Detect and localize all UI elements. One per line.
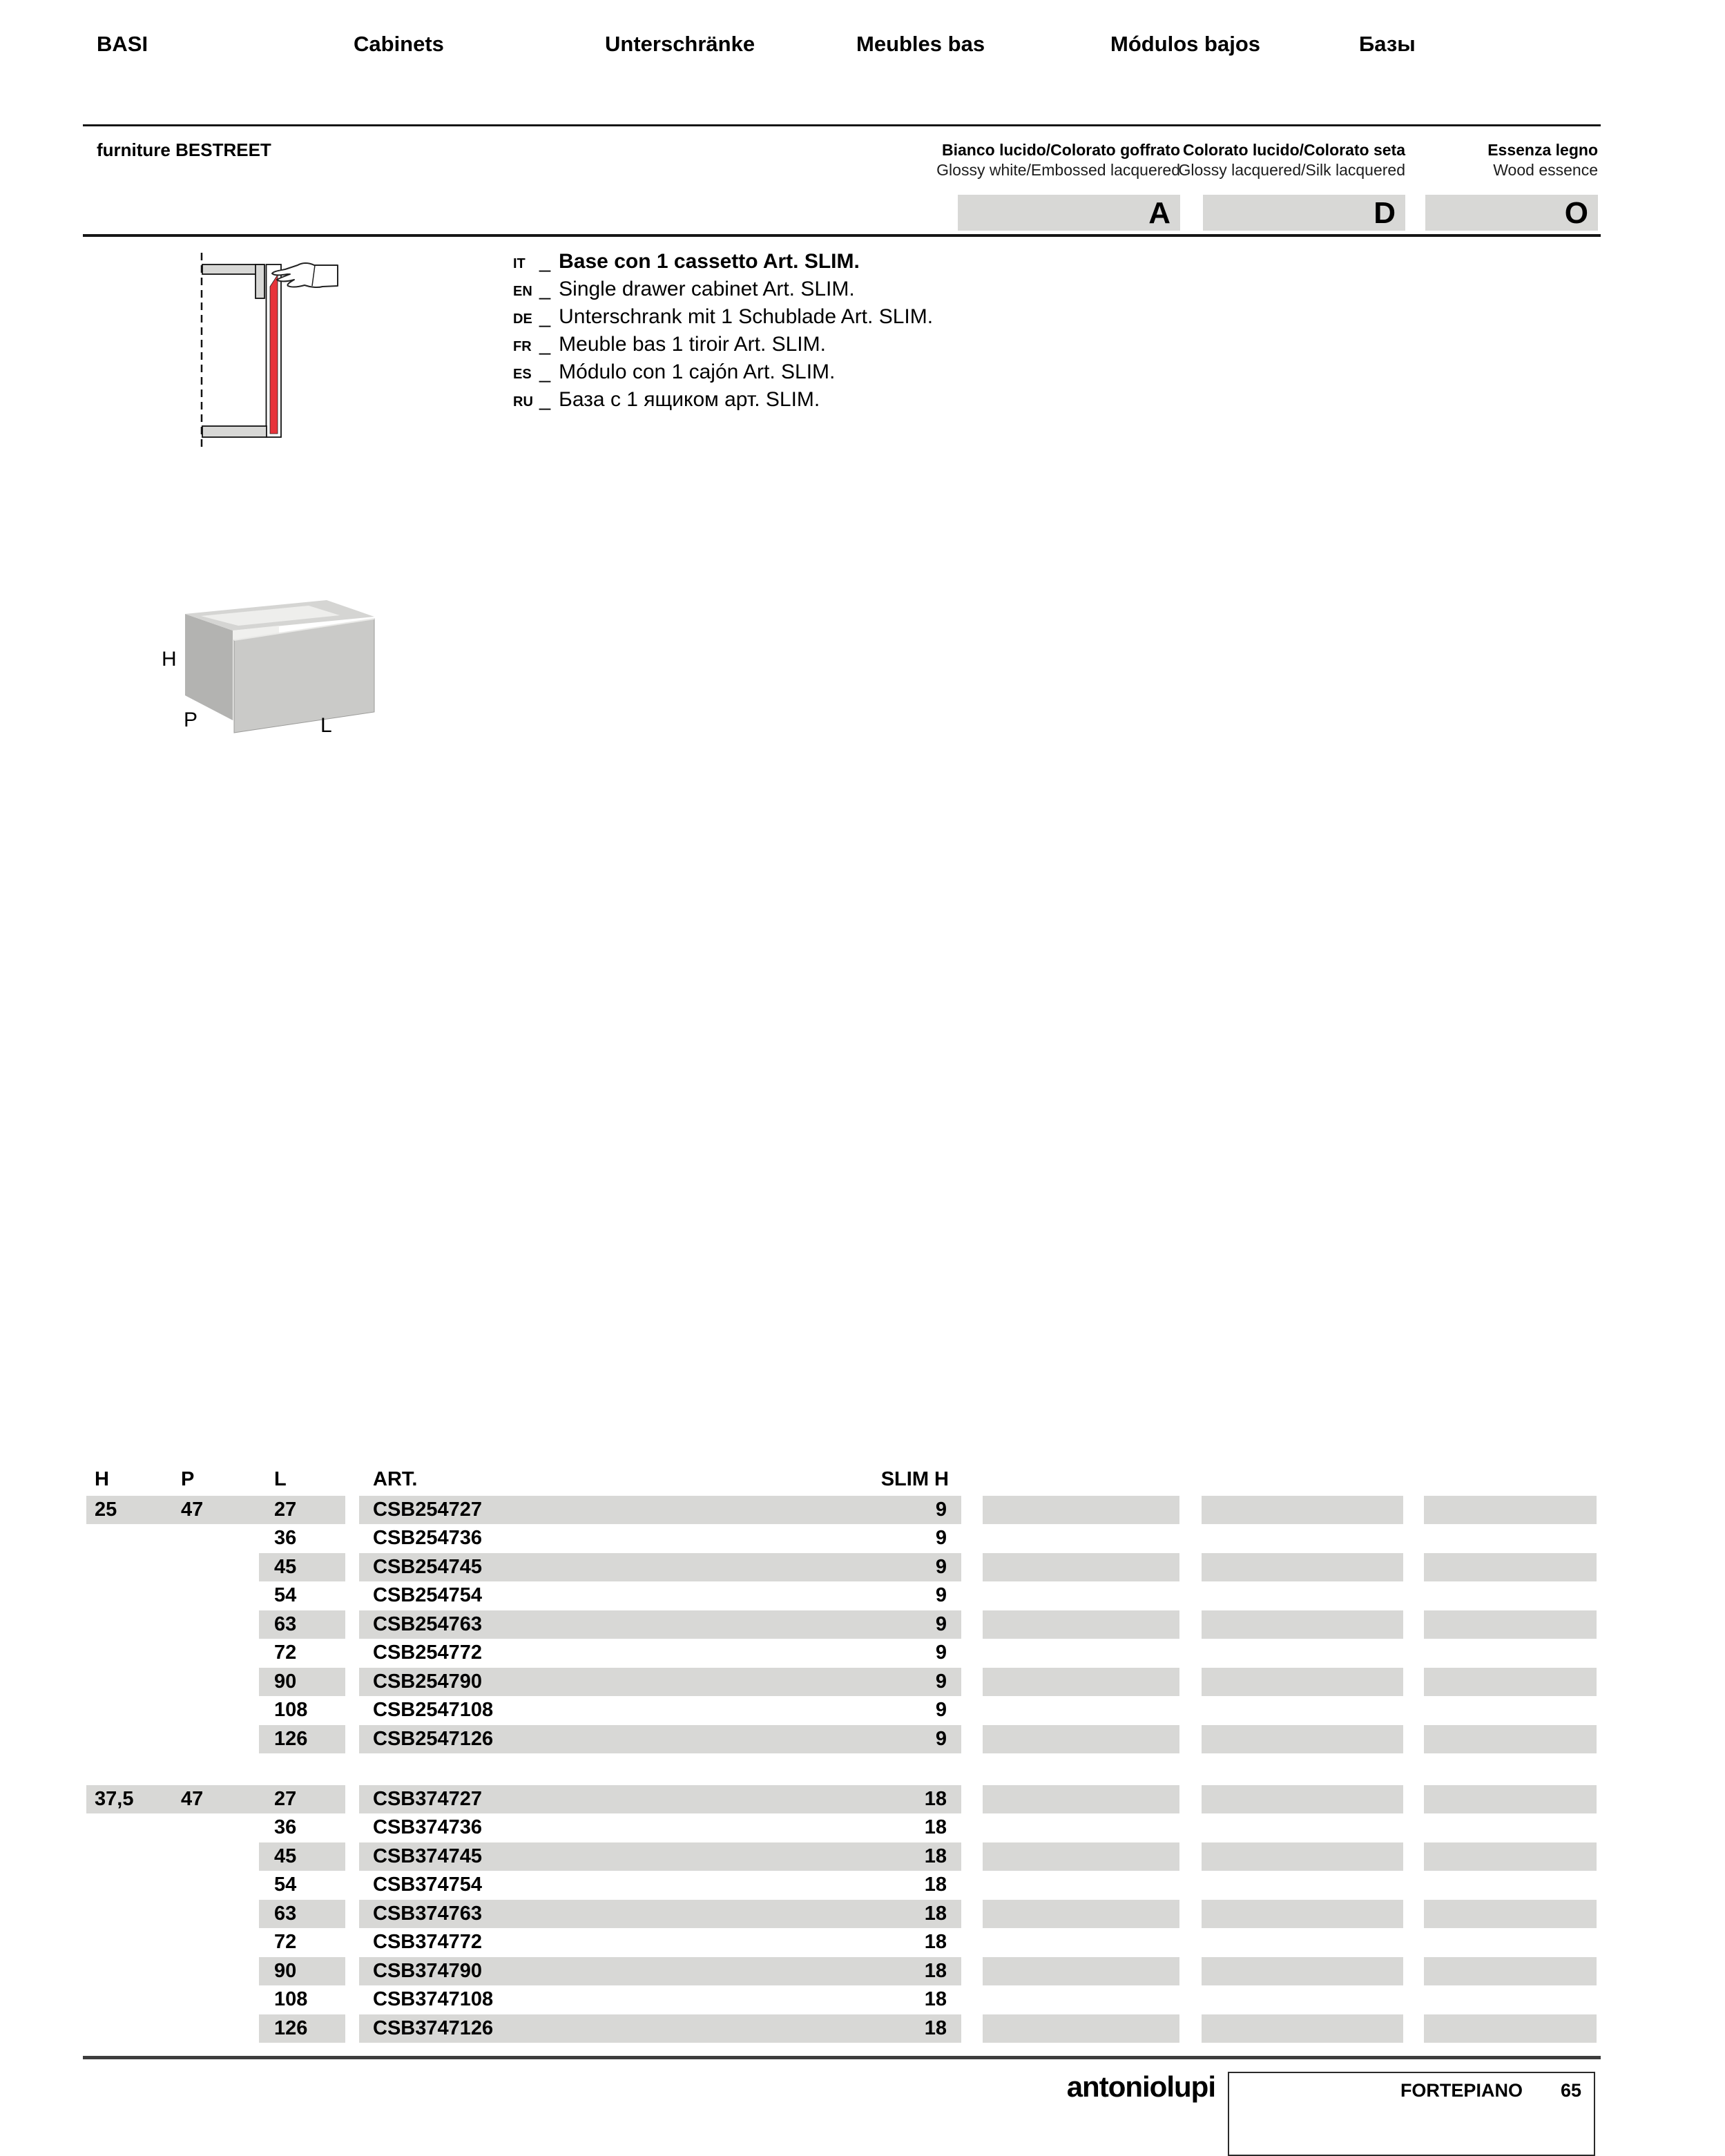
table-row — [0, 1496, 1725, 1524]
section-rule — [83, 234, 1601, 237]
finish-code-badge-o — [1425, 195, 1598, 231]
cell-l: 108 — [274, 1699, 308, 1721]
cell-l: 126 — [274, 2017, 308, 2039]
table-row — [0, 1639, 1725, 1667]
finish-swatch-a — [983, 1842, 1179, 1871]
cell-slim-h: 9 — [935, 1728, 947, 1750]
finish-swatch-d — [1202, 1524, 1403, 1552]
cell-art: CSB374736 — [373, 1816, 482, 1838]
cell-l: 108 — [274, 1988, 308, 2010]
finish-swatch-d — [1202, 1842, 1403, 1871]
finish-swatch-d — [1202, 1496, 1403, 1524]
finish-name-it: Colorato lucido/Colorato seta — [1182, 141, 1405, 159]
cell-art: CSB254754 — [373, 1584, 482, 1606]
finish-swatch-o — [1424, 1668, 1597, 1696]
cell-slim-h: 9 — [935, 1499, 947, 1521]
cell-art: CSB254790 — [373, 1671, 482, 1693]
table-row — [0, 1957, 1725, 1985]
dimension-label-h: H — [162, 648, 177, 671]
finish-name-en: Wood essence — [1493, 161, 1598, 179]
cell-slim-h: 9 — [935, 1642, 947, 1664]
catalog-page-box — [1228, 2072, 1595, 2156]
table-row — [0, 1668, 1725, 1696]
cell-l: 63 — [274, 1903, 297, 1925]
finish-swatch-a — [983, 1813, 1179, 1842]
row-shade-hpl — [259, 1928, 345, 1956]
col-header-l: L — [274, 1468, 287, 1490]
finish-code-badge-d — [1203, 195, 1405, 231]
slim-handle-section-drawing — [186, 247, 352, 454]
finish-swatch-o — [1424, 1900, 1597, 1928]
header-rule — [83, 124, 1601, 126]
table-row — [0, 1985, 1725, 2014]
finish-swatch-o — [1424, 1785, 1597, 1813]
row-shade-hpl — [259, 1581, 345, 1610]
cell-slim-h: 18 — [924, 1816, 947, 1838]
cell-slim-h: 18 — [924, 1788, 947, 1810]
finish-swatch-d — [1202, 1985, 1403, 2014]
cell-p: 47 — [181, 1499, 204, 1521]
finish-swatch-o — [1424, 1985, 1597, 2014]
cell-art: CSB254745 — [373, 1556, 482, 1578]
description-line-fr — [513, 333, 826, 360]
slim-handle-groove-red — [270, 275, 278, 434]
cell-slim-h: 18 — [924, 1903, 947, 1925]
row-shade-hpl — [259, 1668, 345, 1696]
cell-art: CSB2547108 — [373, 1699, 494, 1721]
finish-swatch-a — [983, 1928, 1179, 1956]
row-shade-hpl — [86, 1496, 345, 1524]
cell-art: CSB3747126 — [373, 2017, 494, 2039]
finish-swatch-o — [1424, 1957, 1597, 1985]
finish-swatch-a — [983, 1985, 1179, 2014]
cabinet-top-panel — [202, 264, 263, 274]
table-row — [0, 1725, 1725, 1753]
cell-slim-h: 18 — [924, 2017, 947, 2039]
catalog-name: FORTEPIANO — [1400, 2080, 1523, 2101]
finish-swatch-o — [1424, 1639, 1597, 1667]
description-line-it — [513, 250, 860, 278]
cell-slim-h: 18 — [924, 1960, 947, 1982]
collection-title: furniture BESTREET — [97, 139, 271, 160]
table-row — [0, 1696, 1725, 1724]
description-text: Módulo con 1 cajón Art. SLIM. — [559, 360, 836, 383]
nav-item-bazy: Базы — [1359, 32, 1416, 56]
finish-swatch-a — [983, 1871, 1179, 1899]
finish-swatch-d — [1202, 1639, 1403, 1667]
cabinet-bottom-panel — [202, 426, 267, 437]
finish-name-en: Glossy lacquered/Silk lacquered — [1178, 161, 1405, 179]
row-shade-hpl — [259, 1871, 345, 1899]
finish-swatch-a — [983, 1610, 1179, 1639]
brand-logo: antoniolupi — [1066, 2070, 1215, 2103]
finish-swatch-o — [1424, 1496, 1597, 1524]
lang-label: ES — [513, 367, 532, 382]
finish-swatch-d — [1202, 1900, 1403, 1928]
cell-l: 54 — [274, 1874, 297, 1896]
footer-rule — [83, 2056, 1601, 2059]
nav-item-basi: BASI — [97, 32, 148, 56]
row-shade-hpl — [259, 1900, 345, 1928]
finish-code-letter: A — [1148, 196, 1170, 230]
cell-art: CSB374763 — [373, 1903, 482, 1925]
cell-art: CSB3747108 — [373, 1988, 494, 2010]
cell-slim-h: 18 — [924, 1988, 947, 2010]
finish-swatch-d — [1202, 1957, 1403, 1985]
finish-swatch-o — [1424, 1581, 1597, 1610]
finish-swatch-d — [1202, 1928, 1403, 1956]
finish-name-it: Essenza legno — [1487, 141, 1598, 159]
col-header-h: H — [95, 1468, 109, 1490]
finish-swatch-o — [1424, 1928, 1597, 1956]
finish-swatch-o — [1424, 1696, 1597, 1724]
description-text: Unterschrank mit 1 Schublade Art. SLIM. — [559, 305, 934, 328]
finish-header-o — [1273, 140, 1598, 180]
hand-icon — [272, 263, 338, 287]
cell-slim-h: 9 — [935, 1671, 947, 1693]
separator: _ — [539, 278, 551, 300]
cell-l: 63 — [274, 1613, 297, 1635]
cell-slim-h: 18 — [924, 1874, 947, 1896]
cell-art: CSB374727 — [373, 1788, 482, 1810]
finish-swatch-o — [1424, 2014, 1597, 2043]
cell-h: 37,5 — [95, 1788, 134, 1810]
row-shade-hpl — [259, 1553, 345, 1581]
table-row — [0, 1900, 1725, 1928]
description-line-en — [513, 278, 855, 305]
finish-swatch-a — [983, 1957, 1179, 1985]
separator: _ — [539, 334, 551, 356]
cell-slim-h: 9 — [935, 1556, 947, 1578]
finish-swatch-o — [1424, 1610, 1597, 1639]
cell-l: 90 — [274, 1960, 297, 1982]
nav-item-unterschraenke: Unterschränke — [605, 32, 755, 56]
table-row — [0, 1553, 1725, 1581]
lang-label: EN — [513, 284, 532, 299]
cell-slim-h: 9 — [935, 1699, 947, 1721]
cell-art: CSB254772 — [373, 1642, 482, 1664]
lang-label: RU — [513, 394, 533, 410]
finish-swatch-d — [1202, 1725, 1403, 1753]
finish-code-badge-a — [958, 195, 1180, 231]
finish-swatch-a — [983, 1639, 1179, 1667]
nav-item-modulos-bajos: Módulos bajos — [1110, 32, 1260, 56]
table-row — [0, 1610, 1725, 1639]
cell-art: CSB374790 — [373, 1960, 482, 1982]
separator: _ — [539, 361, 551, 383]
dimension-label-p: P — [184, 709, 198, 731]
cell-l: 72 — [274, 1931, 297, 1953]
description-text: Meuble bas 1 tiroir Art. SLIM. — [559, 333, 826, 356]
cabinet-back-rail — [256, 264, 264, 298]
lang-label: FR — [513, 339, 532, 354]
cell-l: 36 — [274, 1816, 297, 1838]
finish-swatch-d — [1202, 1871, 1403, 1899]
cell-h: 25 — [95, 1499, 117, 1521]
description-text: База с 1 ящиком арт. SLIM. — [559, 388, 820, 411]
cell-art: CSB374745 — [373, 1845, 482, 1867]
finish-swatch-a — [983, 1581, 1179, 1610]
row-shade-hpl — [259, 1957, 345, 1985]
finish-swatch-o — [1424, 1813, 1597, 1842]
finish-swatch-o — [1424, 1871, 1597, 1899]
row-shade-hpl — [259, 1610, 345, 1639]
col-header-art: ART. — [373, 1468, 418, 1490]
cabinet-left-face — [185, 614, 233, 720]
cell-art: CSB254727 — [373, 1499, 482, 1521]
description-text: Single drawer cabinet Art. SLIM. — [559, 278, 855, 300]
table-row — [0, 1581, 1725, 1610]
cell-l: 27 — [274, 1788, 297, 1810]
finish-swatch-d — [1202, 1581, 1403, 1610]
description-text: Base con 1 cassetto Art. SLIM. — [559, 250, 860, 273]
table-row — [0, 2014, 1725, 2043]
row-shade-hpl — [259, 1842, 345, 1871]
finish-code-letter: O — [1564, 196, 1588, 230]
finish-swatch-d — [1202, 1668, 1403, 1696]
cell-l: 72 — [274, 1642, 297, 1664]
cell-art: CSB374754 — [373, 1874, 482, 1896]
table-row — [0, 1524, 1725, 1552]
separator: _ — [539, 306, 551, 328]
finish-swatch-o — [1424, 1524, 1597, 1552]
finish-code-letter: D — [1374, 196, 1396, 230]
separator: _ — [539, 251, 551, 273]
cell-slim-h: 18 — [924, 1931, 947, 1953]
nav-item-meubles-bas: Meubles bas — [856, 32, 985, 56]
finish-swatch-d — [1202, 1813, 1403, 1842]
table-row — [0, 1928, 1725, 1956]
cell-slim-h: 9 — [935, 1613, 947, 1635]
description-line-ru — [513, 388, 820, 416]
cell-art: CSB2547126 — [373, 1728, 494, 1750]
cell-slim-h: 9 — [935, 1527, 947, 1549]
dimension-label-l: L — [320, 714, 332, 737]
cell-l: 90 — [274, 1671, 297, 1693]
description-line-es — [513, 360, 835, 388]
finish-swatch-o — [1424, 1553, 1597, 1581]
cell-slim-h: 18 — [924, 1845, 947, 1867]
finish-swatch-a — [983, 1785, 1179, 1813]
cell-l: 36 — [274, 1527, 297, 1549]
table-row — [0, 1842, 1725, 1871]
row-shade-hpl — [259, 1813, 345, 1842]
cell-l: 54 — [274, 1584, 297, 1606]
finish-swatch-d — [1202, 2014, 1403, 2043]
nav-item-cabinets: Cabinets — [354, 32, 444, 56]
col-header-p: P — [181, 1468, 195, 1490]
table-row — [0, 1813, 1725, 1842]
cell-l: 126 — [274, 1728, 308, 1750]
separator: _ — [539, 389, 551, 411]
cell-l: 27 — [274, 1499, 297, 1521]
cabinet-3d-drawing — [176, 593, 383, 738]
cell-l: 45 — [274, 1845, 297, 1867]
cell-l: 45 — [274, 1556, 297, 1578]
finish-swatch-o — [1424, 1842, 1597, 1871]
lang-label: DE — [513, 311, 532, 327]
cell-slim-h: 9 — [935, 1584, 947, 1606]
lang-label: IT — [513, 256, 526, 271]
page-number: 65 — [1560, 2080, 1581, 2101]
row-shade-hpl — [259, 1524, 345, 1552]
finish-swatch-d — [1202, 1696, 1403, 1724]
cell-art: CSB254736 — [373, 1527, 482, 1549]
finish-swatch-a — [983, 1900, 1179, 1928]
table-row — [0, 1871, 1725, 1899]
finish-swatch-a — [983, 1725, 1179, 1753]
table-row — [0, 1785, 1725, 1813]
col-header-slim-h: SLIM H — [880, 1468, 949, 1490]
finish-swatch-a — [983, 1668, 1179, 1696]
cell-art: CSB374772 — [373, 1931, 482, 1953]
finish-name-it: Bianco lucido/Colorato goffrato — [942, 141, 1180, 159]
finish-swatch-a — [983, 1524, 1179, 1552]
cell-p: 47 — [181, 1788, 204, 1810]
finish-swatch-a — [983, 1553, 1179, 1581]
finish-swatch-a — [983, 1496, 1179, 1524]
finish-swatch-a — [983, 1696, 1179, 1724]
finish-swatch-d — [1202, 1610, 1403, 1639]
row-shade-hpl — [259, 1639, 345, 1667]
cell-art: CSB254763 — [373, 1613, 482, 1635]
finish-swatch-d — [1202, 1553, 1403, 1581]
finish-swatch-a — [983, 2014, 1179, 2043]
description-line-de — [513, 305, 933, 333]
finish-name-en: Glossy white/Embossed lacquered — [936, 161, 1180, 179]
finish-swatch-d — [1202, 1785, 1403, 1813]
finish-swatch-o — [1424, 1725, 1597, 1753]
